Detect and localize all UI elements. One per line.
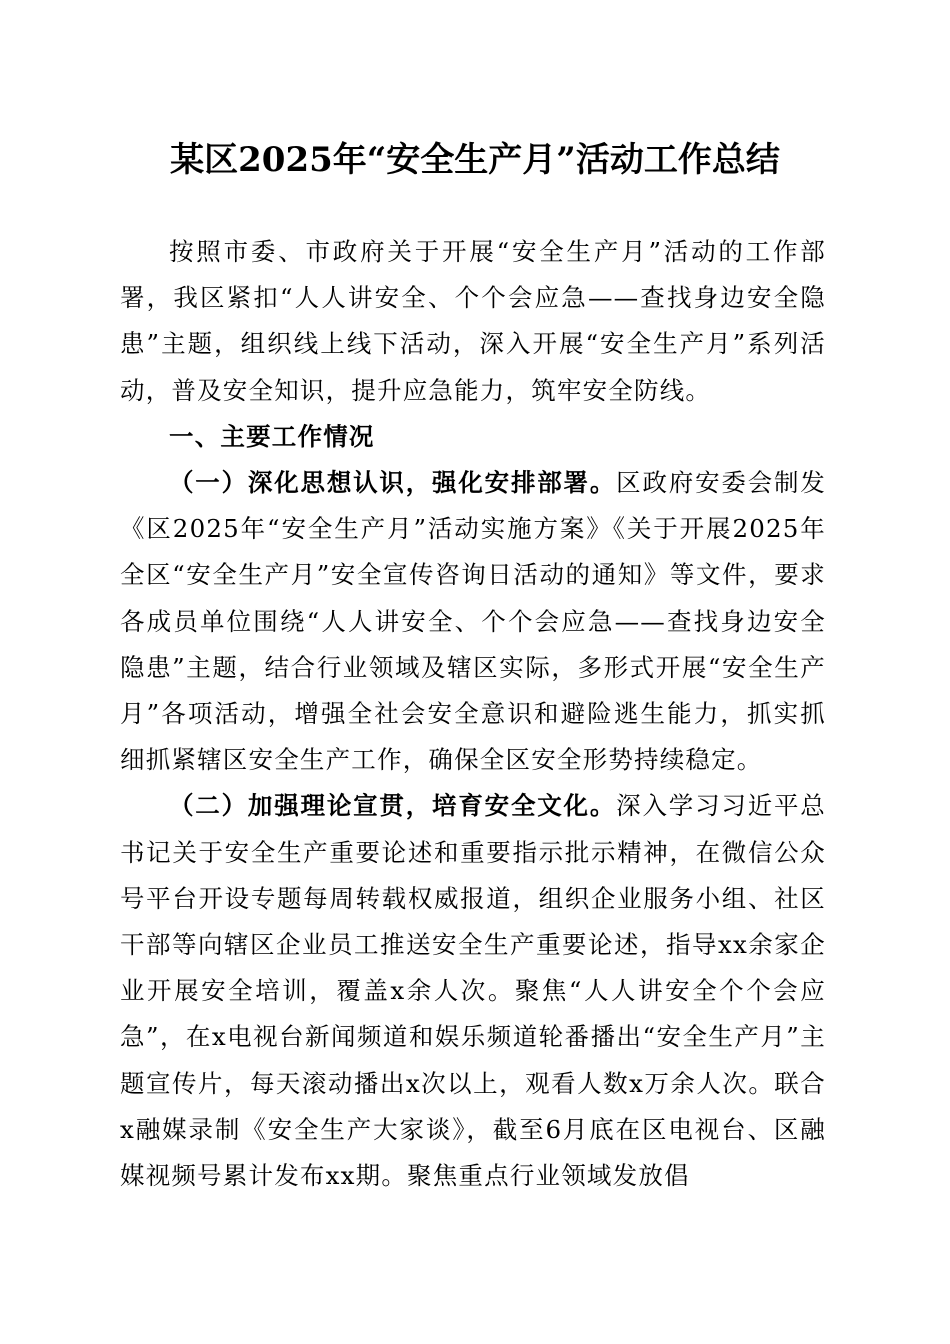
item-2-paragraph: [120, 783, 826, 1199]
item-1-subheading: （一）深化思想认识，强化安排部署。: [169, 468, 617, 498]
document-body: [120, 229, 826, 1199]
item-1-text: 区政府安委会制发《区2025年“安全生产月”活动实施方案》《关于开展2025年全区“安全生产月”安全宣传咨询日活动的通知》等文件，要求各成员单位围绕“人人讲安全、个个会应急——查找身边安全隐患”主题，结合行业领域及辖区实际，多形式开展“安全生产月”各项活动，增强全社会安全意识和避险逃生能力，抓实抓细抓紧辖区安全生产工作，确保全区安全形势持续稳定。: [120, 468, 826, 775]
item-2-subheading: （二）加强理论宣贯，培育安全文化。: [169, 791, 617, 821]
intro-paragraph: 按照市委、市政府关于开展“安全生产月”活动的工作部署，我区紧扣“人人讲安全、个个会应急——查找身边安全隐患”主题，组织线上线下活动，深入开展“安全生产月”系列活动，普及安全知识，提升应急能力，筑牢安全防线。: [120, 237, 826, 405]
item-2-text: 深入学习习近平总书记关于安全生产重要论述和重要指示批示精神，在微信公众号平台开设专题每周转载权威报道，组织企业服务小组、社区干部等向辖区企业员工推送安全生产重要论述，指导xx余家企业开展安全培训，覆盖x余人次。聚焦“人人讲安全个个会应急”，在x电视台新闻频道和娱乐频道轮番播出“安全生产月”主题宣传片，每天滚动播出x次以上，观看人数x万余人次。联合x融媒录制《安全生产大家谈》，截至6月底在区电视台、区融媒视频号累计发布xx期。聚焦重点行业领域发放倡: [120, 791, 826, 1191]
item-1-paragraph: [120, 460, 826, 783]
document-title: 某区2025年“安全生产月”活动工作总结: [170, 140, 780, 180]
section-heading-main-work: 一、主要工作情况: [169, 421, 375, 451]
